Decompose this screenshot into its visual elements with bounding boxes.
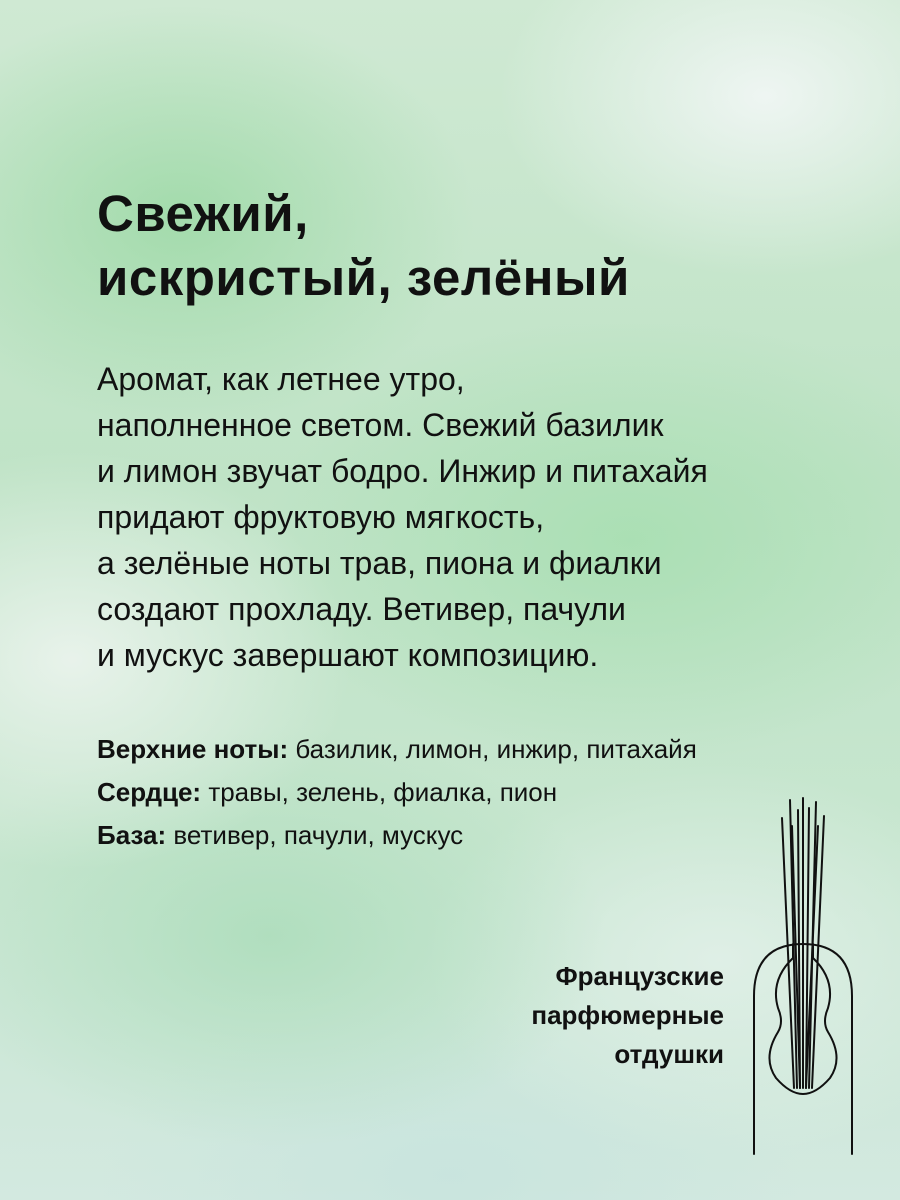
fragrance-notes xyxy=(97,728,697,857)
base-notes-label: База: xyxy=(97,820,167,850)
description-line: и мускус завершают композицию. xyxy=(97,637,599,673)
description xyxy=(97,356,708,678)
description-line: а зелёные ноты трав, пиона и фиалки xyxy=(97,545,662,581)
description-line: придают фруктовую мягкость, xyxy=(97,499,545,535)
heart-notes xyxy=(97,771,697,814)
top-notes-label: Верхние ноты: xyxy=(97,734,289,764)
description-line: создают прохладу. Ветивер, пачули xyxy=(97,591,626,627)
brand-line-1: Французские xyxy=(555,961,724,991)
reed-diffuser-icon xyxy=(748,796,858,1156)
headline-line-1: Свежий, xyxy=(97,185,309,242)
heart-notes-label: Сердце: xyxy=(97,777,202,807)
top-notes-value: базилик, лимон, инжир, питахайя xyxy=(295,734,697,764)
headline-line-2: искристый, зелёный xyxy=(97,249,630,306)
description-line: и лимон звучат бодро. Инжир и питахайя xyxy=(97,453,708,489)
base-notes xyxy=(97,814,697,857)
brand-line-2: парфюмерные xyxy=(531,1000,724,1030)
description-line: наполненное светом. Свежий базилик xyxy=(97,407,664,443)
brand-caption xyxy=(531,957,724,1074)
brand-line-3: отдушки xyxy=(614,1039,724,1069)
top-notes xyxy=(97,728,697,771)
heart-notes-value: травы, зелень, фиалка, пион xyxy=(208,777,558,807)
base-notes-value: ветивер, пачули, мускус xyxy=(173,820,464,850)
headline xyxy=(97,182,630,310)
description-line: Аромат, как летнее утро, xyxy=(97,361,465,397)
